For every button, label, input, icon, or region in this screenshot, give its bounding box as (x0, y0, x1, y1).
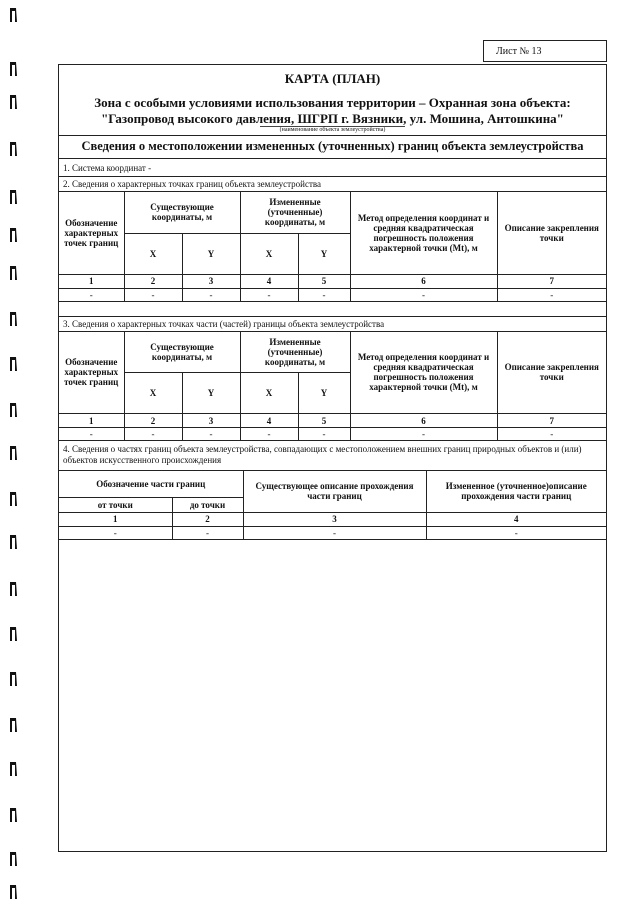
object-caption-text: (наименование объекта землеустройства) (260, 126, 406, 133)
table-cell: - (124, 288, 182, 301)
zone-description (59, 95, 606, 127)
table-cell: - (182, 288, 240, 301)
col-number: 2 (124, 274, 182, 288)
table-cell: - (497, 428, 606, 441)
col-number: 7 (497, 414, 606, 428)
col-number: 4 (240, 274, 298, 288)
col-boundary-part: Обозначение части границ (59, 471, 243, 497)
col-from-point: от точки (59, 497, 172, 512)
section-gap (59, 302, 606, 317)
section-3-title: 3. Сведения о характерных точках части (частей) границы объекта землеустройства (59, 317, 606, 332)
col-y-changed: Y (298, 233, 350, 274)
section-2-table (59, 192, 606, 302)
col-number: 2 (172, 512, 243, 526)
col-number: 1 (59, 414, 124, 428)
col-y-changed: Y (298, 373, 350, 414)
section-3-table (59, 332, 606, 442)
zone-line-2: "Газопровод высокого давления, ШГРП г. Вязники, ул. Мошина, Антошкина" (101, 111, 564, 126)
col-description: Описание закрепления точки (497, 332, 606, 414)
table-cell: - (240, 428, 298, 441)
col-existing-coords: Существующие координаты, м (124, 192, 240, 233)
col-description: Описание закрепления точки (497, 192, 606, 274)
section-2-title: 2. Сведения о характерных точках границ объекта землеустройства (59, 177, 606, 192)
table-cell: - (59, 288, 124, 301)
table-cell: - (240, 288, 298, 301)
sheet-number: Лист № 13 (483, 40, 607, 62)
table-cell: - (298, 288, 350, 301)
table-cell: - (350, 428, 497, 441)
col-number: 5 (298, 274, 350, 288)
col-number: 4 (426, 512, 606, 526)
col-number: 1 (59, 512, 172, 526)
object-caption (59, 127, 606, 133)
table-cell: - (350, 288, 497, 301)
table-cell: - (59, 428, 124, 441)
col-number: 5 (298, 414, 350, 428)
table-cell: - (182, 428, 240, 441)
page-title: КАРТА (ПЛАН) (284, 71, 381, 86)
zone-line-1: Зона с особыми условиями использования территории – Охранная зона объекта: (94, 95, 571, 110)
col-method: Метод определения координат и средняя квадратическая погрешность положения характерной точки (Mt), м (350, 332, 497, 414)
section-4-table (59, 471, 606, 540)
col-changed-description: Измененное (уточненное)описание прохождения части границ (426, 471, 606, 512)
col-number: 1 (59, 274, 124, 288)
col-designation: Обозначение характерных точек границ (59, 192, 124, 274)
col-y: Y (182, 373, 240, 414)
col-changed-coords: Измененные (уточненные) координаты, м (240, 332, 350, 373)
col-number: 2 (124, 414, 182, 428)
col-existing-description: Существующее описание прохождения части границ (243, 471, 426, 512)
col-x: X (124, 233, 182, 274)
table-cell: - (59, 526, 172, 539)
table-cell: - (426, 526, 606, 539)
col-x-changed: X (240, 233, 298, 274)
col-number: 6 (350, 414, 497, 428)
document-frame (58, 64, 607, 852)
table-cell: - (298, 428, 350, 441)
binding-marks (8, 0, 28, 905)
col-number: 6 (350, 274, 497, 288)
col-designation: Обозначение характерных точек границ (59, 332, 124, 414)
col-existing-coords: Существующие координаты, м (124, 332, 240, 373)
table-cell: - (124, 428, 182, 441)
section-title: Сведения о местоположении измененных (уточненных) границ объекта землеустройства (59, 135, 606, 159)
col-number: 3 (182, 414, 240, 428)
col-number: 3 (243, 512, 426, 526)
table-cell: - (243, 526, 426, 539)
col-changed-coords: Измененные (уточненные) координаты, м (240, 192, 350, 233)
col-x-changed: X (240, 373, 298, 414)
col-method: Метод определения координат и средняя квадратическая погрешность положения характерной точки (Mt), м (350, 192, 497, 274)
binding-strip (8, 0, 28, 905)
coordinate-system: 1. Система координат - (59, 159, 606, 177)
col-number: 3 (182, 274, 240, 288)
col-y: Y (182, 233, 240, 274)
table-cell: - (172, 526, 243, 539)
col-to-point: до точки (172, 497, 243, 512)
table-cell: - (497, 288, 606, 301)
col-x: X (124, 373, 182, 414)
col-number: 7 (497, 274, 606, 288)
section-4-title: 4. Сведения о частях границ объекта землеустройства, совпадающих с местоположением внешних границ природных объектов и (или) объектов искусственного происхождения (59, 441, 606, 471)
col-number: 4 (240, 414, 298, 428)
